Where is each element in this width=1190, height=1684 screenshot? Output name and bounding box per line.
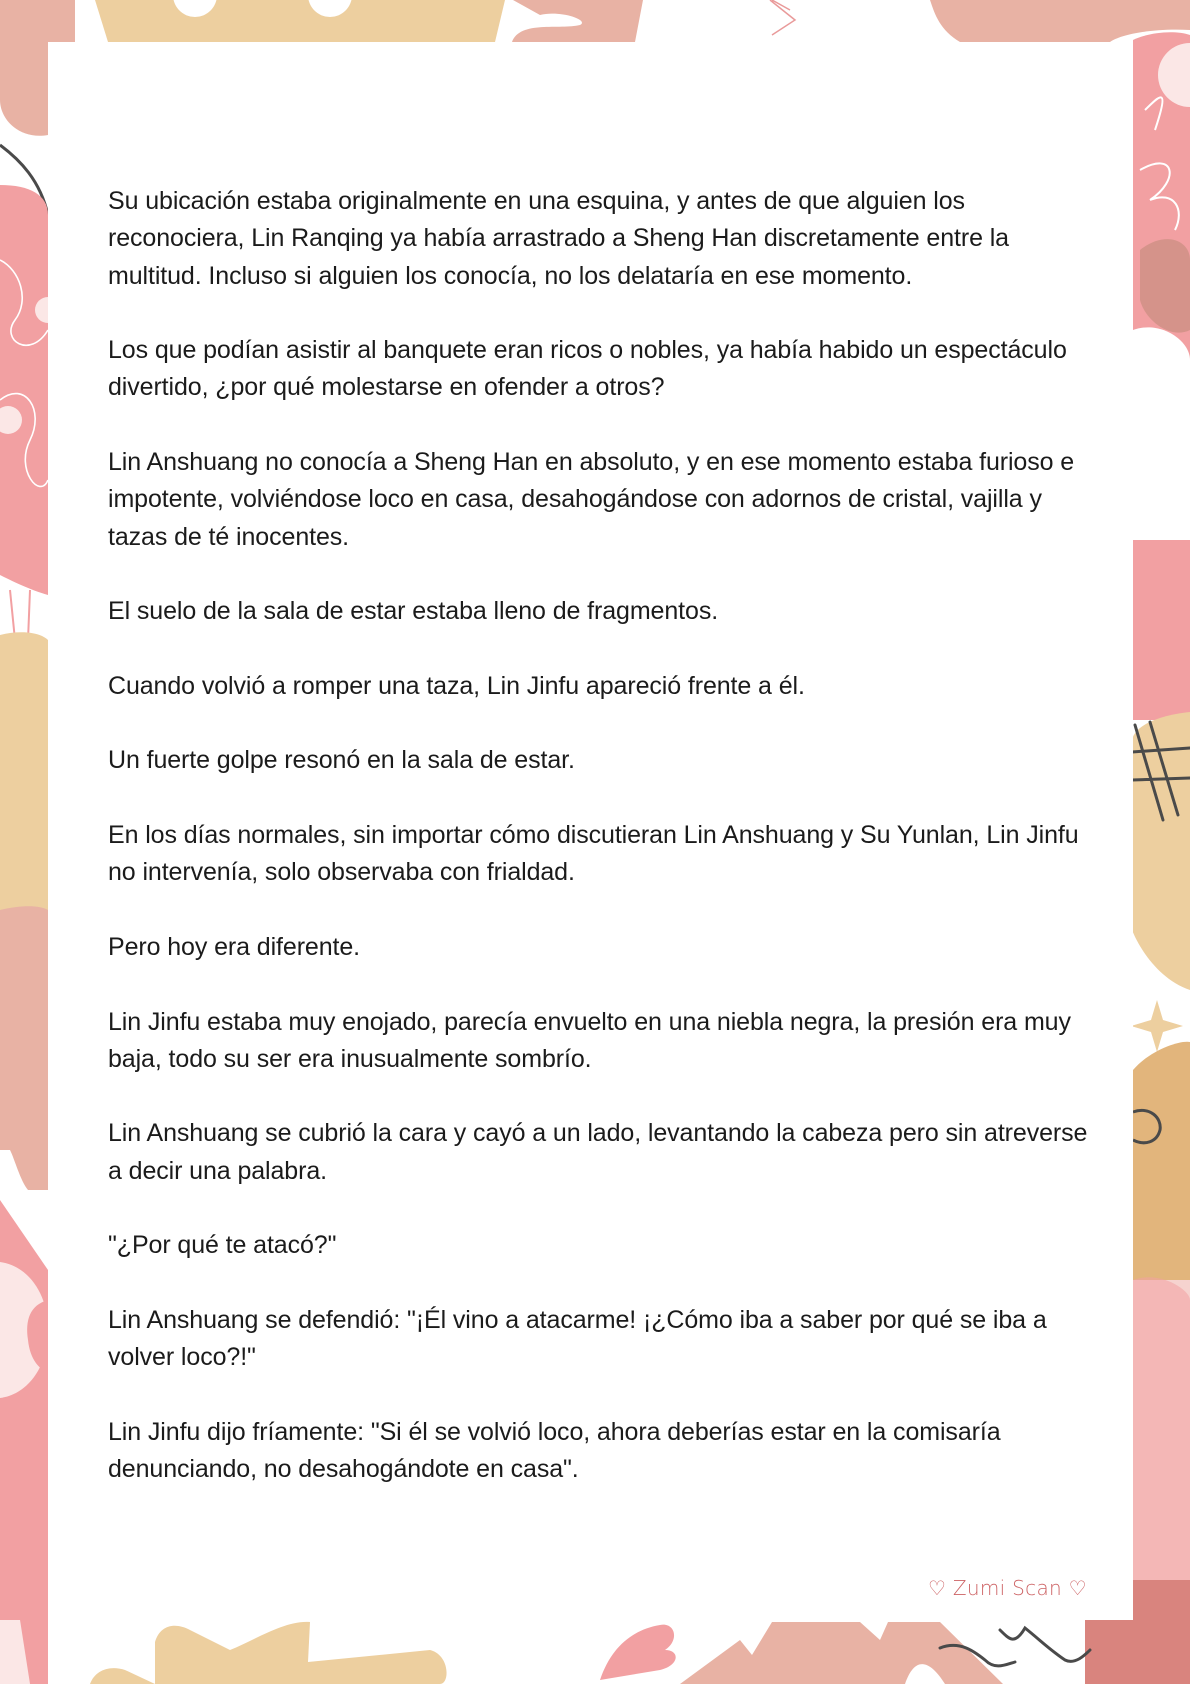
paragraph: Los que podían asistir al banquete eran ricos o nobles, ya había habido un espectáculo divertido, ¿por qué molestarse en ofender a otros? bbox=[108, 336, 1067, 402]
paragraph: El suelo de la sala de estar estaba lleno de fragmentos. bbox=[108, 597, 719, 626]
paragraph: Lin Jinfu estaba muy enojado, parecía envuelto en una niebla negra, la presión era muy baja, todo su ser era inusualmente sombrío. bbox=[108, 1007, 1071, 1073]
paragraph: Lin Anshuang se defendió: "¡Él vino a atacarme! ¡¿Cómo iba a saber por qué se iba a volver loco?!" bbox=[108, 1305, 1047, 1372]
paragraph: En los días normales, sin importar cómo discutieran Lin Anshuang y Su Yunlan, Lin Jinfu no intervenía, solo observaba con frialdad. bbox=[108, 821, 1079, 887]
paragraph: Lin Jinfu dijo fríamente: "Si él se volvió loco, ahora deberías estar en la comisaría denunciando, no desahogándote en casa". bbox=[108, 1417, 1001, 1484]
chapter-text bbox=[108, 183, 1093, 1526]
scanlation-credit: ♡ Zumi Scan ♡ bbox=[928, 1576, 1087, 1600]
paragraph: Su ubicación estaba originalmente en una esquina, y antes de que alguien los reconociera, Lin Ranqing ya había arrastrado a Sheng Han discretamente entre la multitud. Incluso si alguien los conocía, no los delataría en ese momento. bbox=[108, 187, 1009, 290]
paragraph: Lin Anshuang no conocía a Sheng Han en absoluto, y en ese momento estaba furioso e impotente, volviéndose loco en casa, desahogándose con adornos de cristal, vajilla y tazas de té inocentes. bbox=[108, 448, 1075, 551]
paragraph: Lin Anshuang se cubrió la cara y cayó a un lado, levantando la cabeza pero sin atreverse a decir una palabra. bbox=[108, 1119, 1088, 1185]
paragraph: Cuando volvió a romper una taza, Lin Jinfu apareció frente a él. bbox=[108, 671, 805, 700]
paragraph: "¿Por qué te atacó?" bbox=[108, 1231, 337, 1260]
paragraph: Pero hoy era diferente. bbox=[108, 932, 361, 961]
paragraph: Un fuerte golpe resonó en la sala de estar. bbox=[108, 746, 575, 775]
